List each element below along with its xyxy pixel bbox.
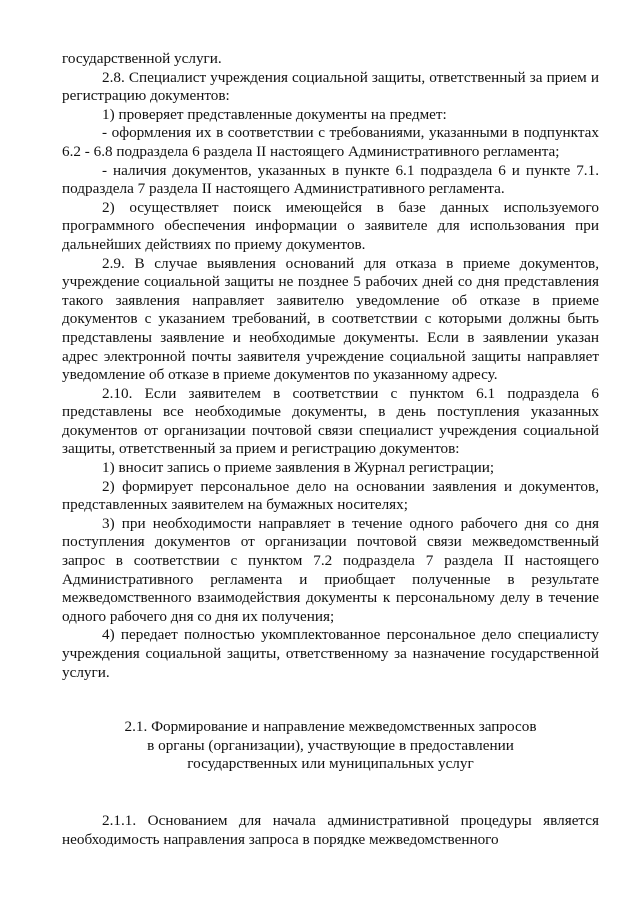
section-heading-line: государственных или муниципальных услуг: [187, 755, 474, 773]
document-page: [62, 50, 599, 849]
paragraph-2-8: 2.8. Специалист учреждения социальной защиты, ответственный за прием и регистрацию документов:: [62, 68, 599, 105]
paragraph-2-9: 2.9. В случае выявления оснований для отказа в приеме документов, учреждение социальной защиты не позднее 5 рабочих дней со дня представления такого заявления направляет заявителю уведомление об отказе в приеме документов с указанием требований, в соответствии с которыми должны быть представлены заявление и необходимые документы. Если в заявлении указан адрес электронной почты заявителя учреждение социальной защиты направляет уведомление об отказе в приеме документов по указанному адресу.: [62, 254, 599, 384]
section-heading: [62, 718, 599, 774]
paragraph-2-10-item-2: 2) формирует персональное дело на основании заявления и документов, представленных заявителем на бумажных носителях;: [62, 477, 599, 514]
paragraph-2-1-1: 2.1.1. Основанием для начала административной процедуры является необходимость направления запроса в порядке межведомственного: [62, 811, 599, 848]
section-heading-line: 2.1. Формирование и направление межведомственных запросов: [124, 718, 537, 736]
paragraph-2-10-item-4: 4) передает полностью укомплектованное персональное дело специалисту учреждения социальной защиты, ответственному за назначение государственной услуги.: [62, 626, 599, 681]
paragraph-2-8-item-1-b: - наличия документов, указанных в пункте 6.1 подраздела 6 и пункте 7.1. подраздела 7 раздела II настоящего Административного регламента.: [62, 161, 599, 198]
paragraph-continuation: государственной услуги.: [62, 50, 222, 67]
paragraph-2-10-item-3: 3) при необходимости направляет в течение одного рабочего дня со дня поступления документов от организации почтовой связи межведомственный запрос в соответствии с пунктом 7.2 подраздела 7 раздела II настоящего Административного регламента и приобщает полученные в результате межведомственного взаимодействия документы к персональному делу в течение одного рабочего дня со дня их получения;: [62, 514, 599, 625]
paragraph-2-8-item-1-a: - оформления их в соответствии с требованиями, указанными в подпунктах 6.2 - 6.8 подраздела 6 раздела II настоящего Административного регламента;: [62, 124, 599, 160]
paragraph-2-10: 2.10. Если заявителем в соответствии с пунктом 6.1 подраздела 6 представлены все необходимые документы, в день поступления указанных документов от организации почтовой связи специалист учреждения социальной защиты, ответственный за прием и регистрацию документов:: [62, 384, 599, 458]
paragraph-2-8-item-2: 2) осуществляет поиск имеющейся в базе данных используемого программного обеспечения информации о заявителе для использования при дальнейших действиях по приему документов.: [62, 198, 599, 253]
paragraph-2-10-item-1: 1) вносит запись о приеме заявления в Журнал регистрации;: [102, 459, 495, 477]
section-heading-line: в органы (организации), участвующие в предоставлении: [147, 736, 514, 754]
paragraph-2-8-item-1: 1) проверяет представленные документы на предмет:: [102, 105, 447, 123]
